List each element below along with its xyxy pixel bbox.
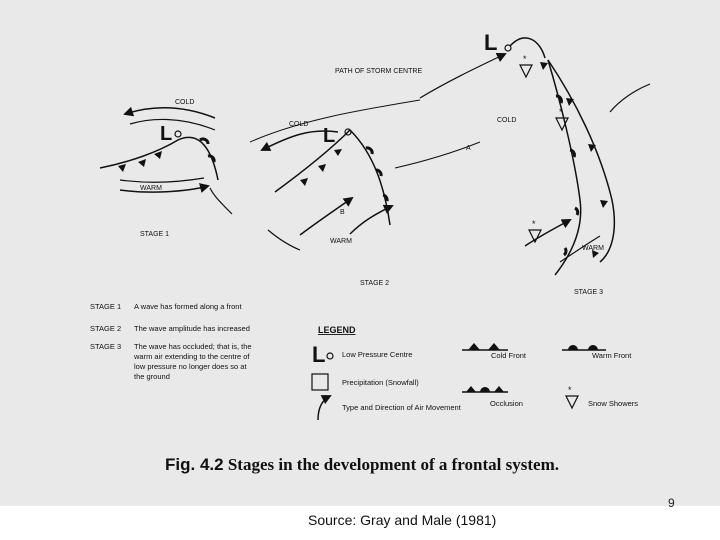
legend-occlusion-label: Occlusion xyxy=(490,399,523,408)
stage-key-text: The wave has occluded; that is, the warm air extending to the centre of low pressure no longer does so at the ground xyxy=(134,342,252,381)
front-line xyxy=(100,137,218,180)
snow-star: * xyxy=(568,385,572,395)
legend-low-symbol: L xyxy=(312,342,326,367)
stage-key-label: STAGE 1 xyxy=(90,302,122,311)
legend-low-pressure-centre: Low Pressure Centre xyxy=(342,350,413,359)
low-symbol: L xyxy=(160,123,173,145)
point-b-label: B xyxy=(340,209,345,216)
cold-air-arrow xyxy=(125,108,215,118)
cold-air-arrow xyxy=(610,84,650,112)
stage-2-label: STAGE 2 xyxy=(360,280,390,287)
stage-key-row xyxy=(90,324,340,336)
legend-precipitation: Precipitation (Snowfall) xyxy=(342,378,419,387)
stage-key-label: STAGE 3 xyxy=(90,342,122,351)
stage-key-row xyxy=(90,302,340,314)
legend-air-movement: Type and Direction of Air Movement xyxy=(342,403,461,412)
source-citation: Source: Gray and Male (1981) xyxy=(308,512,497,528)
stage-1-diagram xyxy=(100,99,232,238)
low-symbol: L xyxy=(323,125,336,147)
page-number: 9 xyxy=(668,496,675,510)
snow-star: * xyxy=(523,54,527,64)
figure-caption xyxy=(165,455,559,475)
legend-cold-front-label: Cold Front xyxy=(491,351,527,360)
stage-3-label: STAGE 3 xyxy=(574,289,604,296)
legend-warm-front-label: Warm Front xyxy=(592,351,632,360)
figure-number: Fig. 4.2 xyxy=(165,455,224,474)
air-arrow xyxy=(350,206,392,234)
legend xyxy=(312,325,638,420)
storm-track-arrow xyxy=(420,54,505,98)
stage-key xyxy=(90,302,340,392)
low-centre-marker xyxy=(505,45,511,51)
stage-key-text: The wave amplitude has increased xyxy=(134,324,250,333)
stage-key-text: A wave has formed along a front xyxy=(134,302,242,311)
stage-key-label: STAGE 2 xyxy=(90,324,122,333)
point-a-label: A xyxy=(466,145,471,152)
cold-label: COLD xyxy=(497,117,517,124)
snow-shower-marker xyxy=(520,65,568,242)
legend-title: LEGEND xyxy=(318,325,356,335)
snow-star: * xyxy=(559,107,563,117)
legend-snow-showers-label: Snow Showers xyxy=(588,399,639,408)
warm-label: WARM xyxy=(330,238,352,245)
warm-air-arrow xyxy=(300,198,352,235)
stage-2-diagram xyxy=(250,100,480,287)
warm-air-arrow xyxy=(120,186,208,192)
legend-snow-shower-marker xyxy=(566,396,578,408)
warm-label: WARM xyxy=(582,245,604,252)
path-of-storm-centre-label: PATH OF STORM CENTRE xyxy=(335,68,423,75)
low-symbol: L xyxy=(484,30,498,55)
front-line xyxy=(548,60,614,262)
figure-caption-text: Stages in the development of a frontal system. xyxy=(227,455,559,474)
legend-air-arrow xyxy=(318,396,330,420)
stage-1-label: STAGE 1 xyxy=(140,231,170,238)
stage-key-row xyxy=(90,342,340,386)
stage-3-diagram xyxy=(335,30,650,296)
cold-label: COLD xyxy=(289,121,309,128)
cold-label: COLD xyxy=(175,99,195,106)
cold-front-triangles xyxy=(540,62,608,258)
low-centre-marker xyxy=(175,131,181,137)
occlusion-line xyxy=(510,38,545,58)
snow-star: * xyxy=(532,219,536,229)
warm-label: WARM xyxy=(140,185,162,192)
